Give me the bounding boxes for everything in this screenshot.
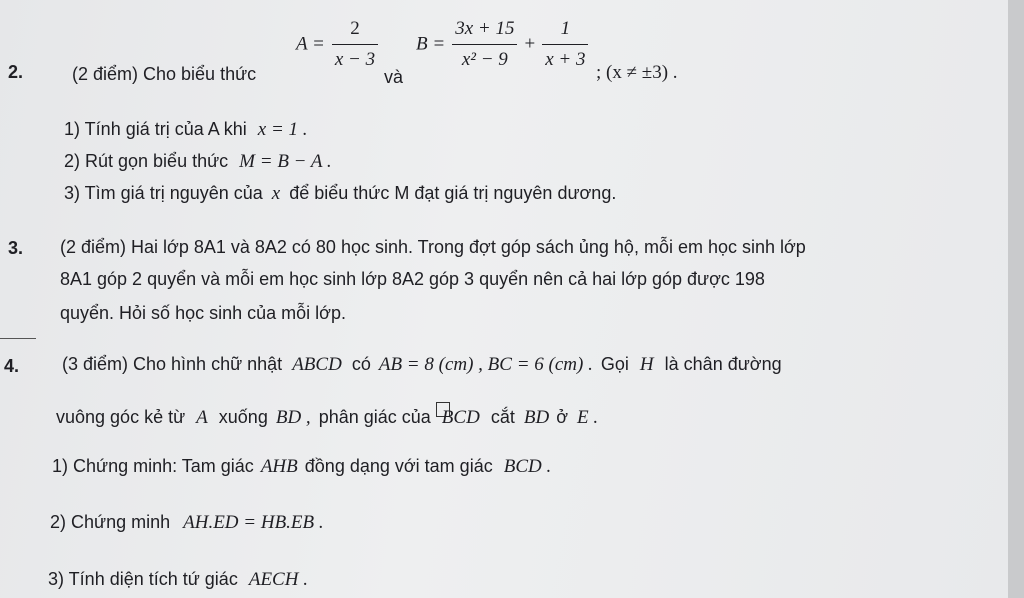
q4-l2-e: ở [556,407,568,427]
question-2-part-2 [64,150,332,173]
q4-l2-bd2: BD [523,407,550,428]
q4-l1-b: có [351,354,371,374]
expr-b-condition: ; (x ≠ ±3) . [596,62,678,83]
q4-l2-a: vuông góc kẻ từ [56,407,186,427]
q4-p3-math: AECH . [248,569,308,590]
q4-p2-math: AH.ED = HB.EB . [183,512,324,533]
q4-p1-b: đồng dạng với tam giác [304,456,493,476]
q4-p1-a: 1) Chứng minh: Tam giác [52,456,254,476]
question-3-line-2: 8A1 góp 2 quyển và mỗi em học sinh lớp 8A2 góp 3 quyển nên cả hai lớp góp được 198 [60,269,765,289]
q2-p3-b: để biểu thức M đạt giá trị nguyên dương. [289,183,617,203]
question-3-line-3: quyển. Hỏi số học sinh của mỗi lớp. [60,303,346,323]
question-4-line-1 [62,353,782,376]
expr-b-den2: x + 3 [545,49,586,70]
conjunction: và [384,67,404,87]
q4-p3-a: 3) Tính diện tích tứ giác [48,569,238,589]
question-4-number: 4. [4,356,20,376]
question-2-intro: (2 điểm) Cho biểu thức [72,64,257,84]
q4-p2-a: 2) Chứng minh [50,512,171,532]
expr-b-den1: x² − 9 [461,49,508,70]
q4-p1-bcd: BCD . [503,456,552,477]
q4-l2-b: xuống [218,407,268,427]
q4-l1-d: là chân đường [664,354,782,374]
expr-b-num1: 3x + 15 [452,16,517,45]
q4-l1-c: Gọi [600,354,629,374]
expr-b-plus: + [524,33,536,55]
expression-a [296,16,380,73]
expr-a-lhs: A = [296,33,325,55]
q4-p1-ahb: AHB [260,456,298,477]
expr-b-lhs: B = [416,33,446,55]
divider-mark [0,338,36,339]
q4-l2-d: cắt [490,407,515,427]
q2-p1-text: 1) Tính giá trị của A khi [64,119,247,139]
expression-b [416,16,590,73]
question-4-part-3 [48,568,308,591]
expr-a-num: 2 [332,16,378,45]
question-3-line-1: (2 điểm) Hai lớp 8A1 và 8A2 có 80 học sinh. Trong đợt góp sách ủng hộ, mỗi em học sinh lớp [60,237,806,257]
q4-l1-ab: AB = 8 (cm) , BC = 6 (cm) . [378,354,593,375]
q4-l1-abcd: ABCD [292,354,342,375]
expr-b-num2: 1 [542,16,588,45]
q4-l1-a: (3 điểm) Cho hình chữ nhật [62,354,283,374]
q2-p1-math: x = 1 . [257,119,308,140]
question-2-part-3 [64,182,616,205]
q4-l2-c: phân giác của [318,407,431,427]
q4-l2-A: A [196,407,208,428]
expr-a-den: x − 3 [334,49,376,70]
question-2-part-1 [64,118,308,141]
q4-l1-h: H [639,354,654,375]
q4-l2-bd: BD , [275,407,311,428]
expr-b-fraction-1 [452,16,517,73]
q4-l2-E: E . [577,407,599,428]
question-4-line-2 [56,402,598,429]
q2-p2-text: 2) Rút gọn biểu thức [64,151,229,171]
q2-p3-x: x [271,183,281,204]
q2-p3-a: 3) Tìm giá trị nguyên của [64,183,263,203]
page-edge [1008,0,1024,598]
question-2-number: 2. [8,62,24,82]
question-4-part-1 [52,455,551,478]
question-4-part-2 [50,511,324,534]
expr-a-fraction [332,16,378,73]
expr-b-fraction-2 [542,16,588,73]
q2-p2-math: M = B − A . [239,151,332,172]
q4-l2-bcd: BCD [441,407,480,428]
question-3-number: 3. [8,238,24,258]
